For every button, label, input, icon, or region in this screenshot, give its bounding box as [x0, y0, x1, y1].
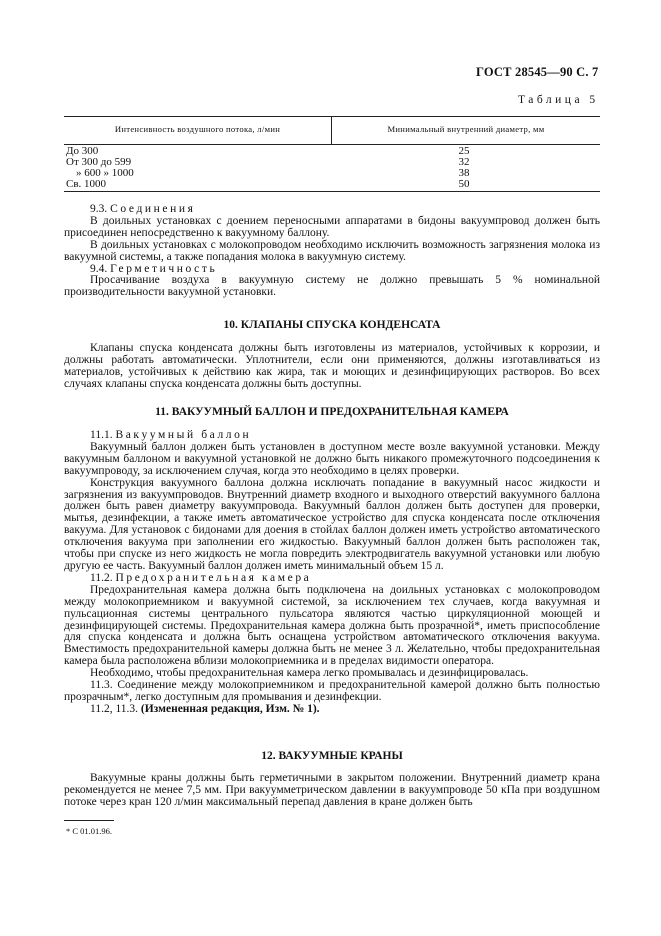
section-11-1-heading: 11.1. Вакуумный баллон — [90, 429, 252, 441]
paragraph: Предохранительная камера должна быть подключена на доильных установках с молокопроводом между молокоприемником и вакуумной системой, за исключением тех случаев, когда вакуумная и пульсационная системы центрального пульсатора являются частью циркуляционной моющей и дезинфицирующей системы. Предохранительная камера должна быть прозрачной*, иметь приспособление для спуска конденсата и должна быть оснащена устройством автоматического отключения вакуума. Вместимость предохранительной камеры должна быть не менее 3 л. Желательно, чтобы предохранительная камера была расположена вблизи молокоприемника и в пределах видимости оператора. — [64, 583, 600, 668]
table-row-flow: » 600 » 1000 — [76, 167, 134, 179]
paragraph: 11.3. Соединение между молокоприемником и предохранительной камерой должно быть полностью прозрачным*, легко доступным для промывания и дезинфекции. — [64, 679, 600, 703]
section-12 — [64, 773, 600, 809]
footnote-rule — [64, 820, 114, 821]
paragraph: Просачивание воздуха в вакуумную систему не должно превышать 5 % номинальной производительности вакуумной установки. — [64, 274, 600, 299]
paragraph: Вакуумные краны должны быть герметичными в закрытом положении. Внутренний диаметр крана рекомендуется не менее 7,5 мм. При вакуумметрическом давлении в вакуумпроводе 50 кПа при воздушном потоке через кран 120 л/мин максимальный перепад давления в кране должен быть — [64, 772, 600, 808]
table-rule-header — [64, 144, 600, 145]
section-9-4-heading: 9.4. Герметичность — [90, 262, 218, 275]
table-row-flow: От 300 до 599 — [66, 156, 132, 168]
table-row-flow: До 300 — [66, 145, 99, 157]
table-row-flow: Св. 1000 — [66, 178, 107, 190]
table-header-diameter: Минимальный внутренний диаметр, мм — [387, 124, 545, 134]
section-10-heading: 10. КЛАПАНЫ СПУСКА КОНДЕНСАТА — [223, 319, 441, 331]
paragraph: Клапаны спуска конденсата должны быть изготовлены из материалов, устойчивых к коррозии, и должны работать автоматически. Уплотнители, если они применяются, должны изготавливаться из материалов, устойчивых к действию как жира, так и моющих и дезинфицирующих растворов. Во всех случаях клапаны спуска конденсата должны быть доступны. — [64, 342, 600, 390]
section-11-2-heading: 11.2. Предохранительная камера — [90, 571, 312, 584]
paragraph: В доильных установках с доением переносными аппаратами в бидоны вакуумпровод должен быть присоединен непосредственно к вакуумному баллону. — [64, 214, 600, 239]
table-row-diameter: 50 — [458, 178, 470, 190]
table-rule-bottom — [64, 191, 600, 192]
section-12-heading: 12. ВАКУУМНЫЕ КРАНЫ — [261, 750, 403, 762]
paragraph: В доильных установках с молокопроводом необходимо исключить возможность загрязнения молока из вакуумной системы, а также попадания молока в вакуумную систему. — [64, 238, 600, 263]
section-11-heading: 11. ВАКУУМНЫЙ БАЛЛОН И ПРЕДОХРАНИТЕЛЬНАЯ КАМЕРА — [155, 406, 509, 418]
page-header: ГОСТ 28545—90 С. 7 — [476, 65, 599, 79]
table-row-diameter: 38 — [458, 167, 470, 179]
table-rule-top — [64, 116, 600, 117]
table-label: Таблица 5 — [518, 94, 599, 106]
section-9-3 — [64, 204, 600, 299]
section-10 — [64, 343, 600, 391]
footnote: * С 01.01.96. — [66, 826, 113, 836]
paragraph: Конструкция вакуумного баллона должна исключать попадание в вакуумный насос жидкости и загрязнения из вакуумпроводов. Внутренний диаметр входного и выходного отверстий вакуумного баллона должен быть равен диаметру вакуумпровода. Вакуумный баллон должен быть доступен для проверки, мытья, дезинфекции, а также иметь автоматическое устройство для спуска конденсата после отключения вакуума. Для установок с бидонами для доения в стойлах баллон должен иметь устройство автоматического отключения вакуума при заполнении его жидкостью. Вакуумный баллон должен быть расположен так, чтобы при спуске из него жидкость не могла повредить электродвигатель вакуумной установки или любую другую ее часть. Вакуумный баллон должен иметь минимальный объем 15 л. — [64, 476, 600, 572]
section-9-3-heading: 9.3. Соединения — [90, 203, 196, 215]
table-row-diameter: 25 — [458, 145, 470, 157]
section-11 — [64, 430, 600, 716]
paragraph: Необходимо, чтобы предохранительная камера легко промывалась и дезинфицировалась. — [90, 667, 529, 680]
table-header-flow: Интенсивность воздушного потока, л/мин — [114, 124, 281, 134]
paragraph: Вакуумный баллон должен быть установлен в доступном месте возле вакуумной установки. Между вакуумным баллоном и вакуумной установкой не должно быть никакого промежуточного подсоединения к вакуумпроводу, за исключением случая, когда это необходимо в целях проверки. — [64, 440, 600, 477]
table-row-diameter: 32 — [458, 156, 470, 168]
amendment-note: 11.2, 11.3. (Измененная редакция, Изм. № 1). — [90, 702, 320, 715]
